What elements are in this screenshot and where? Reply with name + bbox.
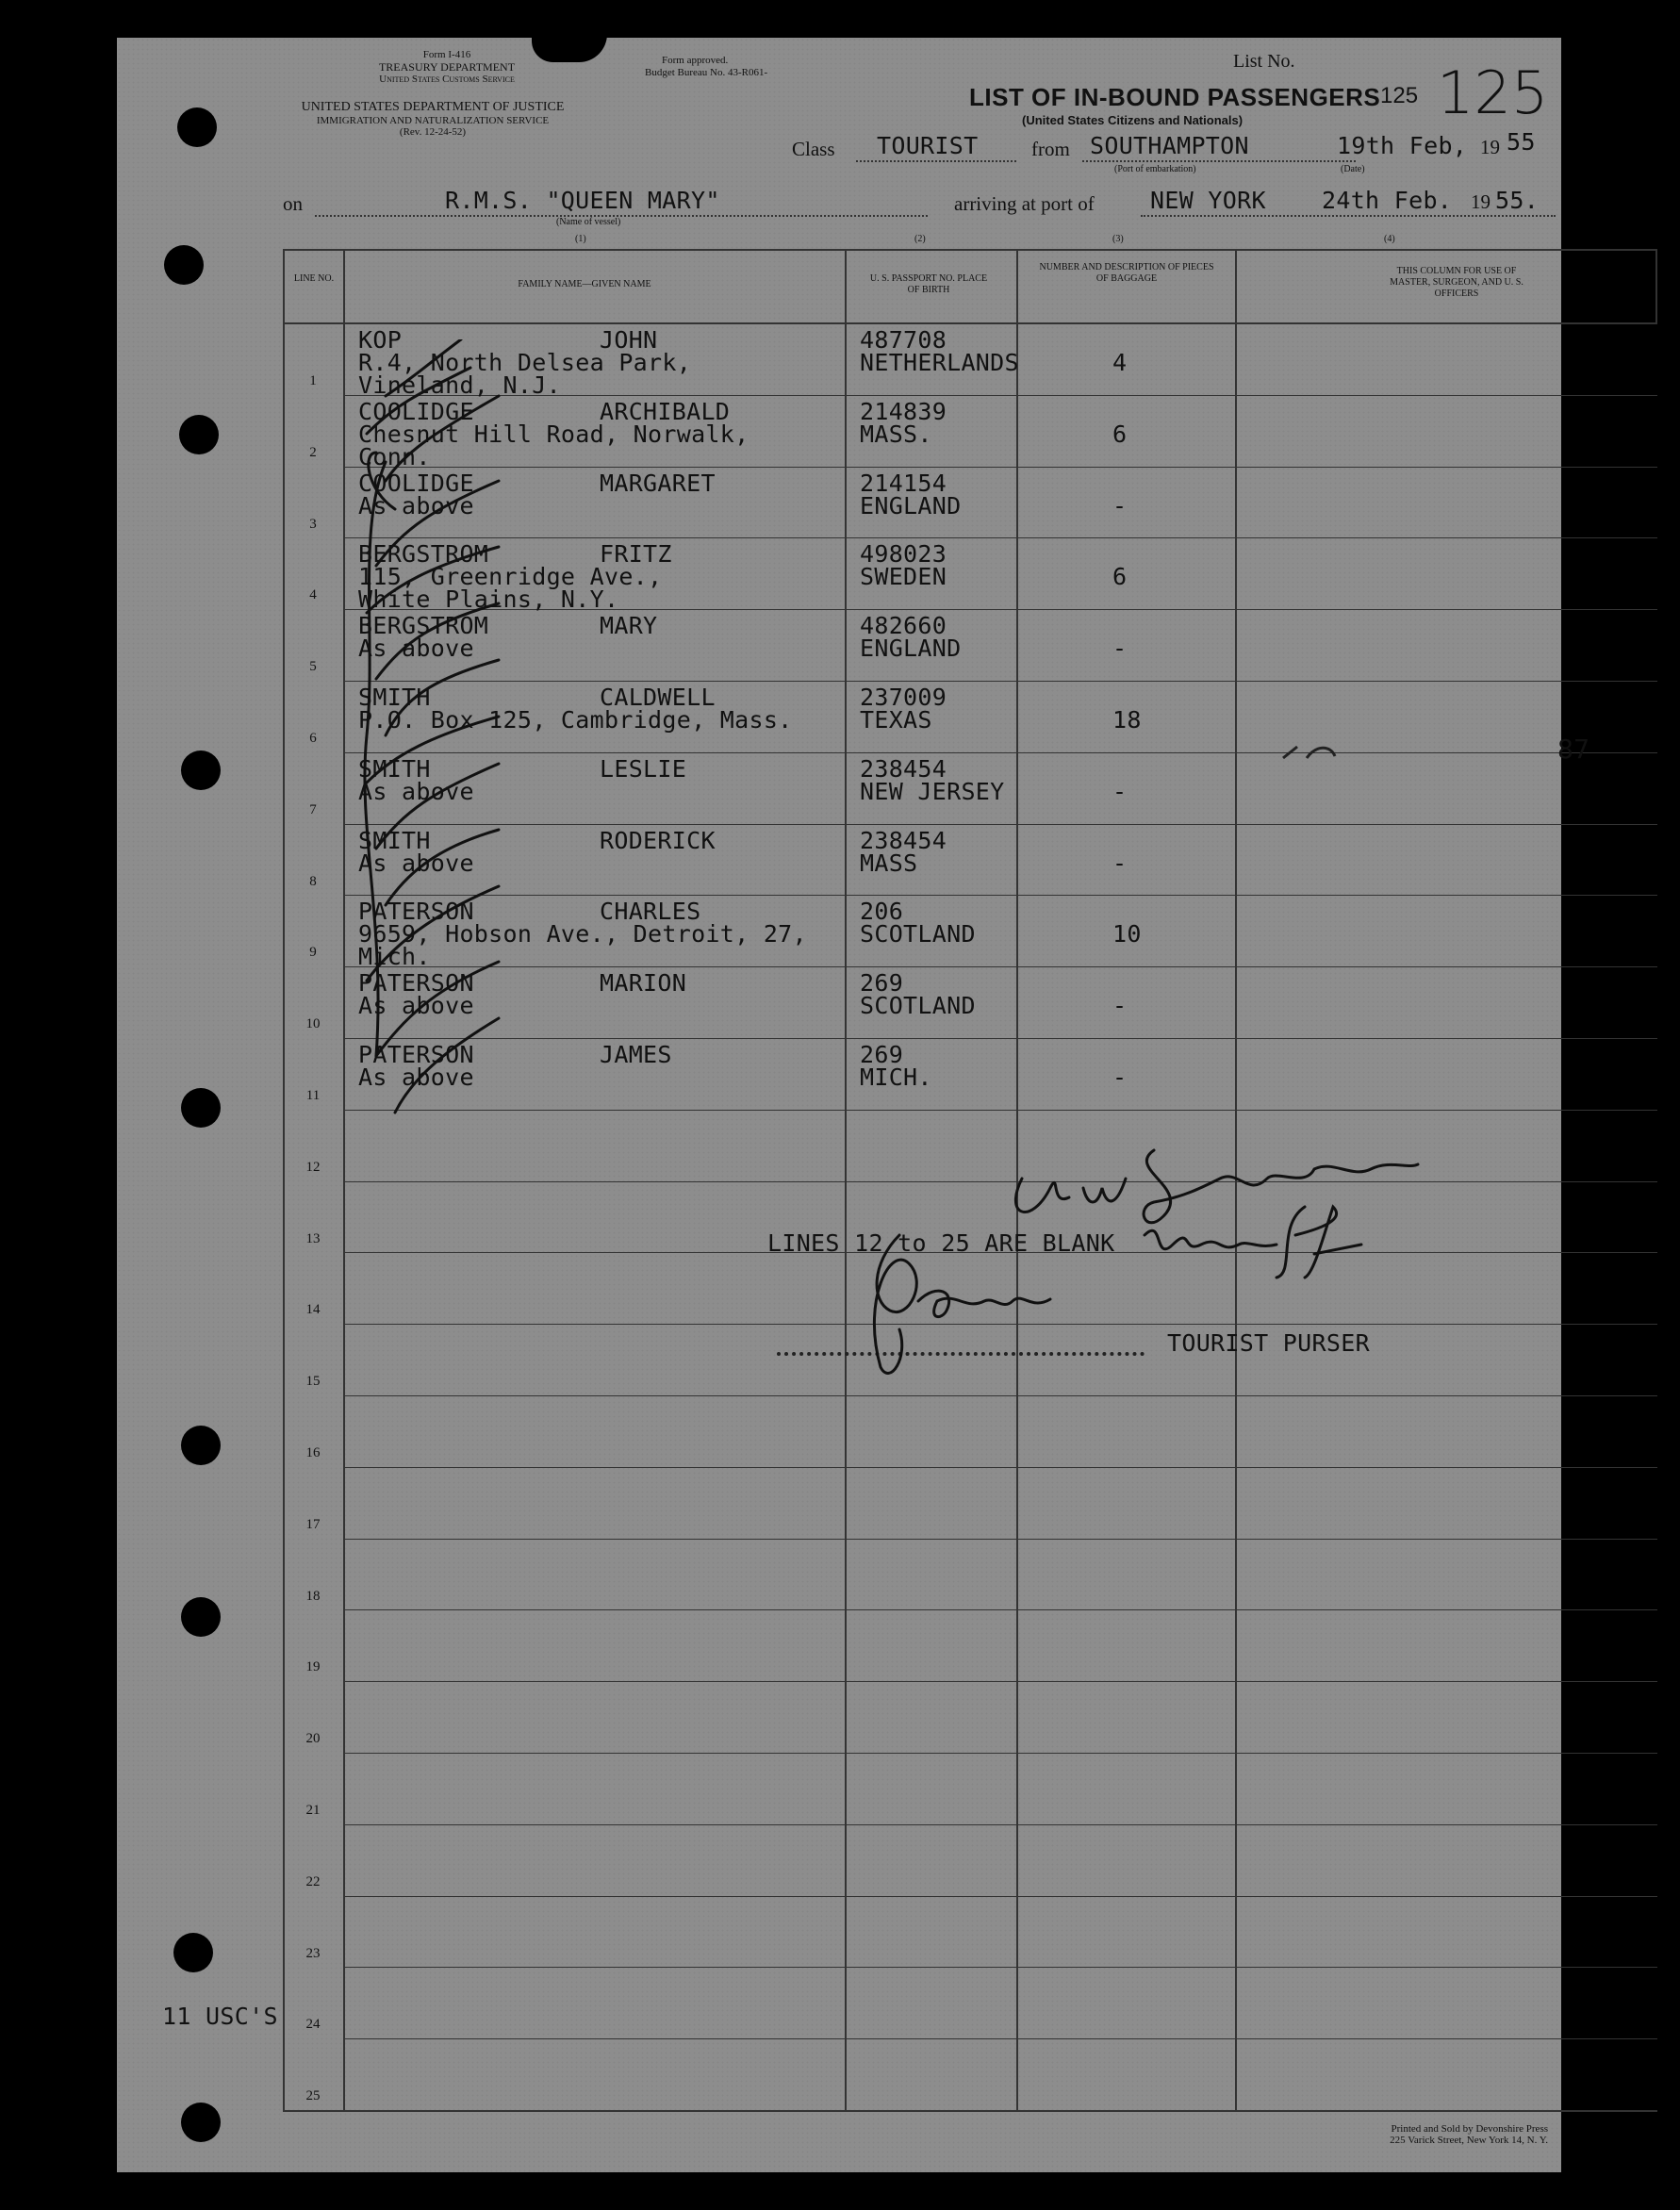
budget-bureau: Budget Bureau No. 43-R061-	[645, 67, 768, 78]
line-number: 1	[309, 373, 317, 388]
blank-row	[283, 1897, 1657, 1969]
line-number: 19	[305, 1659, 321, 1675]
document-subtitle: (United States Citizens and Nationals)	[1022, 113, 1244, 127]
punch-hole	[179, 415, 219, 454]
year-prefix-1: 19	[1480, 136, 1500, 158]
purser-signature	[852, 1226, 1079, 1395]
baggage-count: -	[1112, 1064, 1128, 1091]
line-number: 4	[309, 587, 317, 603]
check-mark	[386, 339, 461, 396]
line-number: 24	[305, 2017, 321, 2033]
blank-row	[283, 1825, 1657, 1897]
printer-imprint	[1265, 2123, 1548, 2146]
given-name: RODERICK	[600, 826, 716, 854]
officer-note: 87	[1557, 734, 1590, 765]
col-header-use: THIS COLUMN FOR USE OF MASTER, SURGEON, AND U. S. OFFICERS	[1390, 266, 1524, 299]
line-number: 12	[305, 1159, 321, 1175]
passport-number: 238454	[860, 826, 947, 854]
given-name: CHARLES	[600, 898, 701, 926]
torn-edge	[532, 34, 607, 62]
address-line-2: Vineland, N.J.	[358, 371, 561, 399]
punch-hole	[164, 245, 204, 285]
place-of-birth: NEW JERSEY	[860, 777, 1005, 805]
passport-number: 498023	[860, 540, 947, 569]
table-right-border	[1655, 249, 1657, 324]
justice-department: UNITED STATES DEPARTMENT OF JUSTICE	[301, 100, 565, 114]
punch-hole	[177, 107, 217, 147]
class-field-line	[856, 160, 1016, 162]
family-name: PATERSON	[358, 969, 474, 998]
check-mark	[369, 453, 395, 509]
address-line-1: As above	[358, 777, 474, 805]
passport-number: 238454	[860, 754, 947, 783]
customs-service: United States Customs Service	[379, 74, 515, 85]
col-header-baggage: NUMBER AND DESCRIPTION OF PIECES OF BAGGAGE	[1039, 262, 1214, 284]
address-line-1: 115, Greenridge Ave.,	[358, 563, 663, 591]
blank-row	[283, 1968, 1657, 2039]
family-name: SMITH	[358, 754, 431, 783]
line-number: 17	[305, 1516, 321, 1532]
form-approved: Form approved.	[662, 55, 729, 66]
blank-row	[283, 1396, 1657, 1468]
revision: (Rev. 12-24-52)	[399, 126, 467, 138]
approval-block	[645, 55, 767, 79]
bracket-mark	[365, 462, 386, 1056]
baggage-count: -	[1112, 491, 1128, 520]
arrival-date: 24th Feb.	[1322, 187, 1453, 214]
given-name: CALDWELL	[600, 684, 716, 711]
passport-number: 214154	[860, 469, 947, 497]
ins-service: IMMIGRATION AND NATURALIZATION SERVICE	[316, 115, 550, 126]
family-name: SMITH	[358, 684, 431, 711]
address-line-1: As above	[358, 1064, 474, 1091]
given-name: MARY	[600, 612, 658, 640]
line-number: 22	[305, 1873, 321, 1889]
place-of-birth: ENGLAND	[860, 491, 962, 520]
family-name: PATERSON	[358, 898, 474, 926]
blank-row	[283, 2039, 1657, 2111]
given-name: JAMES	[600, 1041, 672, 1068]
place-of-birth: MASS.	[860, 420, 932, 448]
family-name: KOP	[358, 326, 403, 354]
arrival-port: NEW YORK	[1150, 187, 1266, 214]
family-name: COOLIDGE	[358, 469, 474, 497]
given-name: MARGARET	[600, 469, 716, 497]
line-number: 23	[305, 1945, 321, 1961]
line-number: 21	[305, 1803, 321, 1818]
family-name: PATERSON	[358, 1041, 474, 1068]
check-mark	[376, 603, 499, 679]
passport-number: 206	[860, 898, 904, 926]
departure-year: 55	[1507, 128, 1536, 156]
place-of-birth: ENGLAND	[860, 635, 962, 663]
passport-number: 487708	[860, 326, 947, 354]
vessel-note: (Name of vessel)	[556, 217, 621, 227]
list-no-handwritten: 125	[1437, 58, 1549, 127]
vessel-name: R.M.S. "QUEEN MARY"	[445, 187, 720, 214]
treasury-department: TREASURY DEPARTMENT	[378, 60, 516, 74]
blank-row	[283, 1754, 1657, 1825]
baggage-count: -	[1112, 849, 1128, 877]
col-header-name: FAMILY NAME—GIVEN NAME	[518, 279, 651, 289]
punch-hole	[181, 2103, 221, 2142]
document-title: LIST OF IN-BOUND PASSENGERS	[969, 83, 1381, 111]
officer-scribble	[1278, 737, 1354, 766]
printer-line-2: 225 Varick Street, New York 14, N. Y.	[1390, 2135, 1548, 2146]
baggage-count: 6	[1112, 563, 1128, 591]
check-mark	[395, 1018, 499, 1113]
col-num-2: (2)	[914, 234, 926, 244]
line-number: 2	[309, 444, 317, 460]
departure-date: 19th Feb,	[1337, 132, 1468, 159]
year-prefix-2: 19	[1471, 190, 1491, 213]
address-line-1: As above	[358, 491, 474, 520]
address-line-1: P.O. Box 125, Cambridge, Mass.	[358, 706, 793, 734]
given-name: JOHN	[600, 326, 658, 354]
place-of-birth: MASS	[860, 849, 918, 877]
check-mark	[367, 886, 499, 981]
passport-number: 214839	[860, 397, 947, 425]
blank-row	[283, 1468, 1657, 1540]
address-line-1: R.4, North Delsea Park,	[358, 349, 692, 376]
from-value: SOUTHAMPTON	[1090, 132, 1249, 159]
col-num-4: (4)	[1384, 234, 1395, 244]
address-line-1: Chesnut Hill Road, Norwalk,	[358, 420, 749, 448]
passport-number: 482660	[860, 612, 947, 640]
check-mark	[386, 396, 499, 481]
document-page	[117, 38, 1590, 2172]
passport-number: 269	[860, 1041, 904, 1068]
baggage-count: -	[1112, 992, 1128, 1020]
col-header-passport: U. S. PASSPORT NO. PLACE OF BIRTH	[869, 273, 988, 295]
given-name: FRITZ	[600, 540, 672, 569]
table-top-border	[283, 249, 1657, 251]
blank-row	[283, 1682, 1657, 1754]
family-name: SMITH	[358, 826, 431, 854]
address-line-1: As above	[358, 635, 474, 663]
printer-line-1: Printed and Sold by Devonshire Press	[1391, 2123, 1548, 2135]
purser-title: TOURIST PURSER	[1167, 1329, 1370, 1357]
check-mark	[376, 962, 499, 1056]
arrival-year: 55.	[1495, 187, 1540, 214]
list-no-typed: 125	[1380, 83, 1419, 108]
given-name: ARCHIBALD	[600, 397, 731, 425]
from-field-line	[1082, 160, 1356, 162]
col-num-3: (3)	[1112, 234, 1124, 244]
justice-block	[277, 100, 588, 138]
address-line-1: As above	[358, 849, 474, 877]
passport-number: 269	[860, 969, 904, 998]
address-line-1: 9659, Hobson Ave., Detroit, 27,	[358, 920, 807, 948]
line-number: 11	[305, 1088, 321, 1103]
family-name: BERGSTROM	[358, 612, 489, 640]
place-of-birth: SCOTLAND	[860, 920, 976, 948]
punch-hole	[181, 1088, 221, 1128]
line-number: 3	[309, 516, 317, 532]
line-number: 14	[305, 1302, 321, 1318]
line-number: 13	[305, 1230, 321, 1246]
date-note: (Date)	[1341, 164, 1365, 174]
given-name: LESLIE	[600, 754, 687, 783]
baggage-count: 18	[1112, 706, 1142, 734]
form-id-block	[353, 49, 541, 86]
check-mark	[367, 547, 499, 613]
place-of-birth: NETHERLANDS	[860, 349, 1019, 376]
line-number: 16	[305, 1445, 321, 1460]
family-name: COOLIDGE	[358, 397, 474, 425]
place-of-birth: TEXAS	[860, 706, 932, 734]
baggage-count: 4	[1112, 349, 1128, 376]
line-number: 20	[305, 1731, 321, 1747]
punch-hole	[181, 1426, 221, 1465]
port-embarkation-note: (Port of embarkation)	[1114, 164, 1196, 174]
line-number: 5	[309, 659, 317, 675]
form-number: Form I-416	[422, 49, 471, 60]
family-name: BERGSTROM	[358, 540, 489, 569]
place-of-birth: SCOTLAND	[860, 992, 976, 1020]
line-number: 8	[309, 873, 317, 889]
col-header-line: LINE NO.	[293, 273, 335, 284]
address-line-1: As above	[358, 992, 474, 1020]
from-label: from	[1031, 138, 1070, 160]
baggage-count: 6	[1112, 420, 1128, 448]
list-no-label: List No.	[1233, 51, 1295, 72]
margin-note: 11 USC'S	[162, 2003, 278, 2030]
address-line-2: Conn.	[358, 442, 431, 470]
check-mark	[367, 368, 470, 434]
vessel-field-line	[315, 215, 928, 217]
tally-check-marks	[357, 339, 508, 1131]
on-label: on	[283, 192, 303, 215]
line-number: 18	[305, 1588, 321, 1604]
arriving-label: arriving at port of	[954, 192, 1095, 215]
punch-hole	[181, 750, 221, 790]
blank-row	[283, 1540, 1657, 1611]
place-of-birth: MICH.	[860, 1064, 932, 1091]
baggage-count: 10	[1112, 920, 1142, 948]
line-number: 10	[305, 1016, 321, 1032]
baggage-count: -	[1112, 635, 1128, 663]
baggage-count: -	[1112, 777, 1128, 805]
class-value: TOURIST	[877, 132, 979, 159]
class-label: Class	[792, 138, 835, 160]
address-line-2: Mich.	[358, 943, 431, 971]
address-line-2: White Plains, N.Y.	[358, 585, 619, 614]
line-number: 15	[305, 1374, 321, 1390]
punch-hole	[173, 1933, 213, 1972]
line-number: 6	[309, 731, 317, 746]
given-name: MARION	[600, 969, 687, 998]
blank-lines-note: LINES 12 to 25 ARE BLANK	[767, 1229, 1115, 1257]
port-field-line	[1141, 215, 1556, 217]
check-mark	[386, 660, 499, 735]
passport-number: 237009	[860, 684, 947, 711]
punch-hole	[181, 1597, 221, 1637]
blank-row	[283, 1610, 1657, 1682]
col-num-1: (1)	[575, 234, 586, 244]
line-number: 7	[309, 801, 317, 817]
line-number: 25	[305, 2088, 321, 2104]
place-of-birth: SWEDEN	[860, 563, 947, 591]
line-number: 9	[309, 945, 317, 961]
